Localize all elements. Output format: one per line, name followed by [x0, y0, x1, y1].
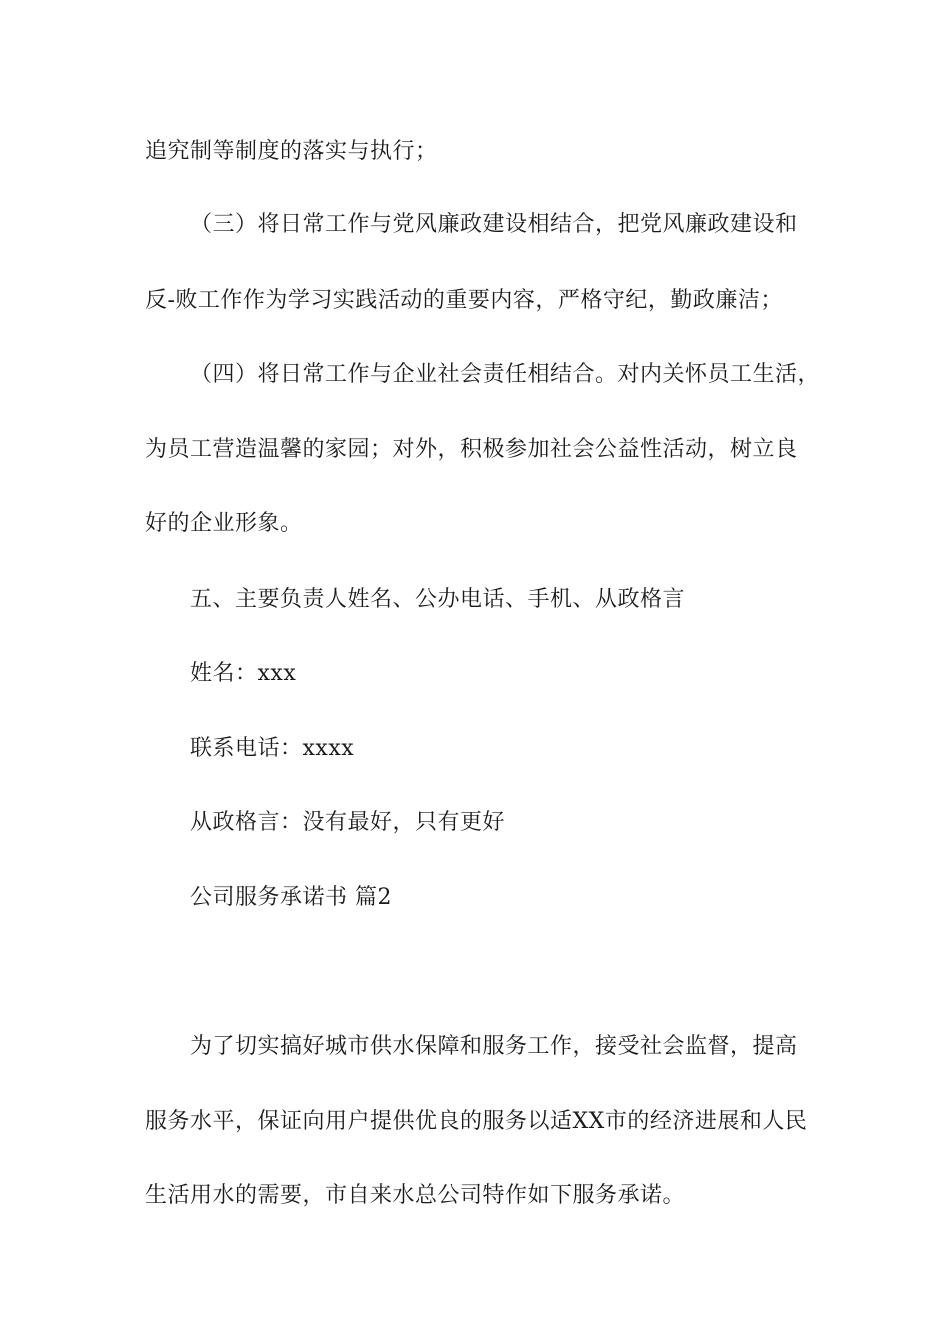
name-field: 姓名：xxx [190, 661, 297, 686]
section-heading: 五、主要负责人姓名、公办电话、手机、从政格言 [190, 587, 686, 612]
paragraph-line: 为员工营造温馨的家园；对外，积极参加社会公益性活动，树立良 [145, 437, 798, 462]
paragraph-line: 反-败工作作为学习实践活动的重要内容，严格守纪，勤政廉洁； [145, 288, 783, 313]
paragraph-line: （三）将日常工作与党风廉政建设相结合，把党风廉政建设和 [190, 212, 798, 237]
document-title: 公司服务承诺书 篇2 [190, 885, 392, 910]
paragraph-line: 生活用水的需要，市自来水总公司特作如下服务承诺。 [145, 1183, 686, 1208]
paragraph-line: 为了切实搞好城市供水保障和服务工作，接受社会监督，提高 [190, 1034, 798, 1059]
phone-field: 联系电话：xxxx [190, 736, 355, 761]
paragraph-line: 好的企业形象。 [145, 511, 303, 536]
paragraph-line: 追究制等制度的落实与执行； [145, 139, 438, 164]
paragraph-line: 服务水平，保证向用户提供优良的服务以适XX市的经济进展和人民 [145, 1109, 808, 1134]
motto-field: 从政格言：没有最好，只有更好 [190, 810, 506, 835]
paragraph-line: （四）将日常工作与企业社会责任相结合。对内关怀员工生活， [190, 362, 821, 387]
